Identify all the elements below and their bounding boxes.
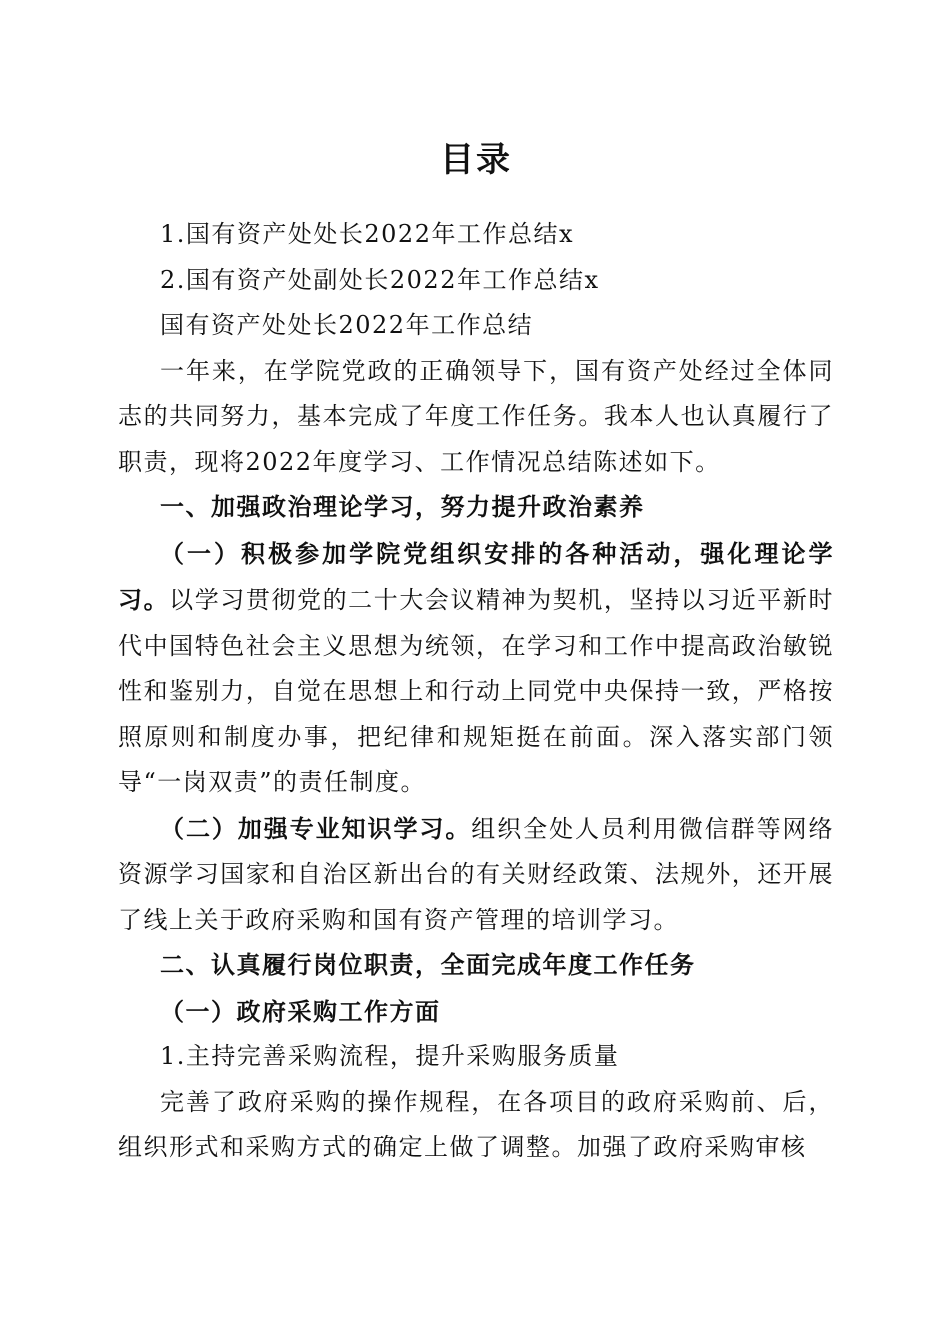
- section-1-item-2-heading: （二）加强专业知识学习。: [160, 813, 472, 843]
- toc-entry-2: 2.国有资产处副处长2022年工作总结x: [160, 265, 600, 294]
- section-2-point-1-body: 完善了政府采购的操作规程，在各项目的政府采购前、后，组织形式和采购方式的确定上做了调整。加强了政府采购审核: [118, 1087, 834, 1161]
- document-body: [118, 212, 834, 1171]
- section-2-item-1-heading: （一）政府采购工作方面: [160, 996, 441, 1026]
- intro-paragraph: 一年来，在学院党政的正确领导下，国有资产处经过全体同志的共同努力，基本完成了年度工作任务。我本人也认真履行了职责，现将2022年度学习、工作情况总结陈述如下。: [118, 356, 834, 476]
- section-1-item-1-heading: （一）积极参加学院党组织安排的各种活动，强化理论学习。: [118, 538, 834, 614]
- section-1-heading: 一、加强政治理论学习，努力提升政治素养: [160, 493, 645, 521]
- section-1-item-2-paragraph: [118, 806, 834, 944]
- document-title: 目录: [440, 140, 512, 180]
- section-1-item-1-body: 以学习贯彻党的二十大会议精神为契机，坚持以习近平新时代中国特色社会主义思想为统领，在学习和工作中提高政治敏锐性和鉴别力，自觉在思想上和行动上同党中央保持一致，严格按照原则和制度办事，把纪律和规矩挺在前面。深入落实部门领导“一岗双责”的责任制度。: [118, 586, 835, 796]
- toc-entry-1: 1.国有资产处处长2022年工作总结x: [160, 220, 575, 248]
- section-2-point-1-heading: 1.主持完善采购流程，提升采购服务质量: [160, 1042, 620, 1070]
- section-2-heading: 二、认真履行岗位职责，全面完成年度工作任务: [160, 951, 696, 979]
- document-subtitle: 国有资产处处长2022年工作总结: [160, 311, 534, 339]
- section-1-item-2-body: 组织全处人员利用微信群等网络资源学习国家和自治区新出台的有关财经政策、法规外，还开展了线上关于政府采购和国有资产管理的培训学习。: [118, 814, 835, 934]
- section-1-item-1-paragraph: [118, 531, 834, 806]
